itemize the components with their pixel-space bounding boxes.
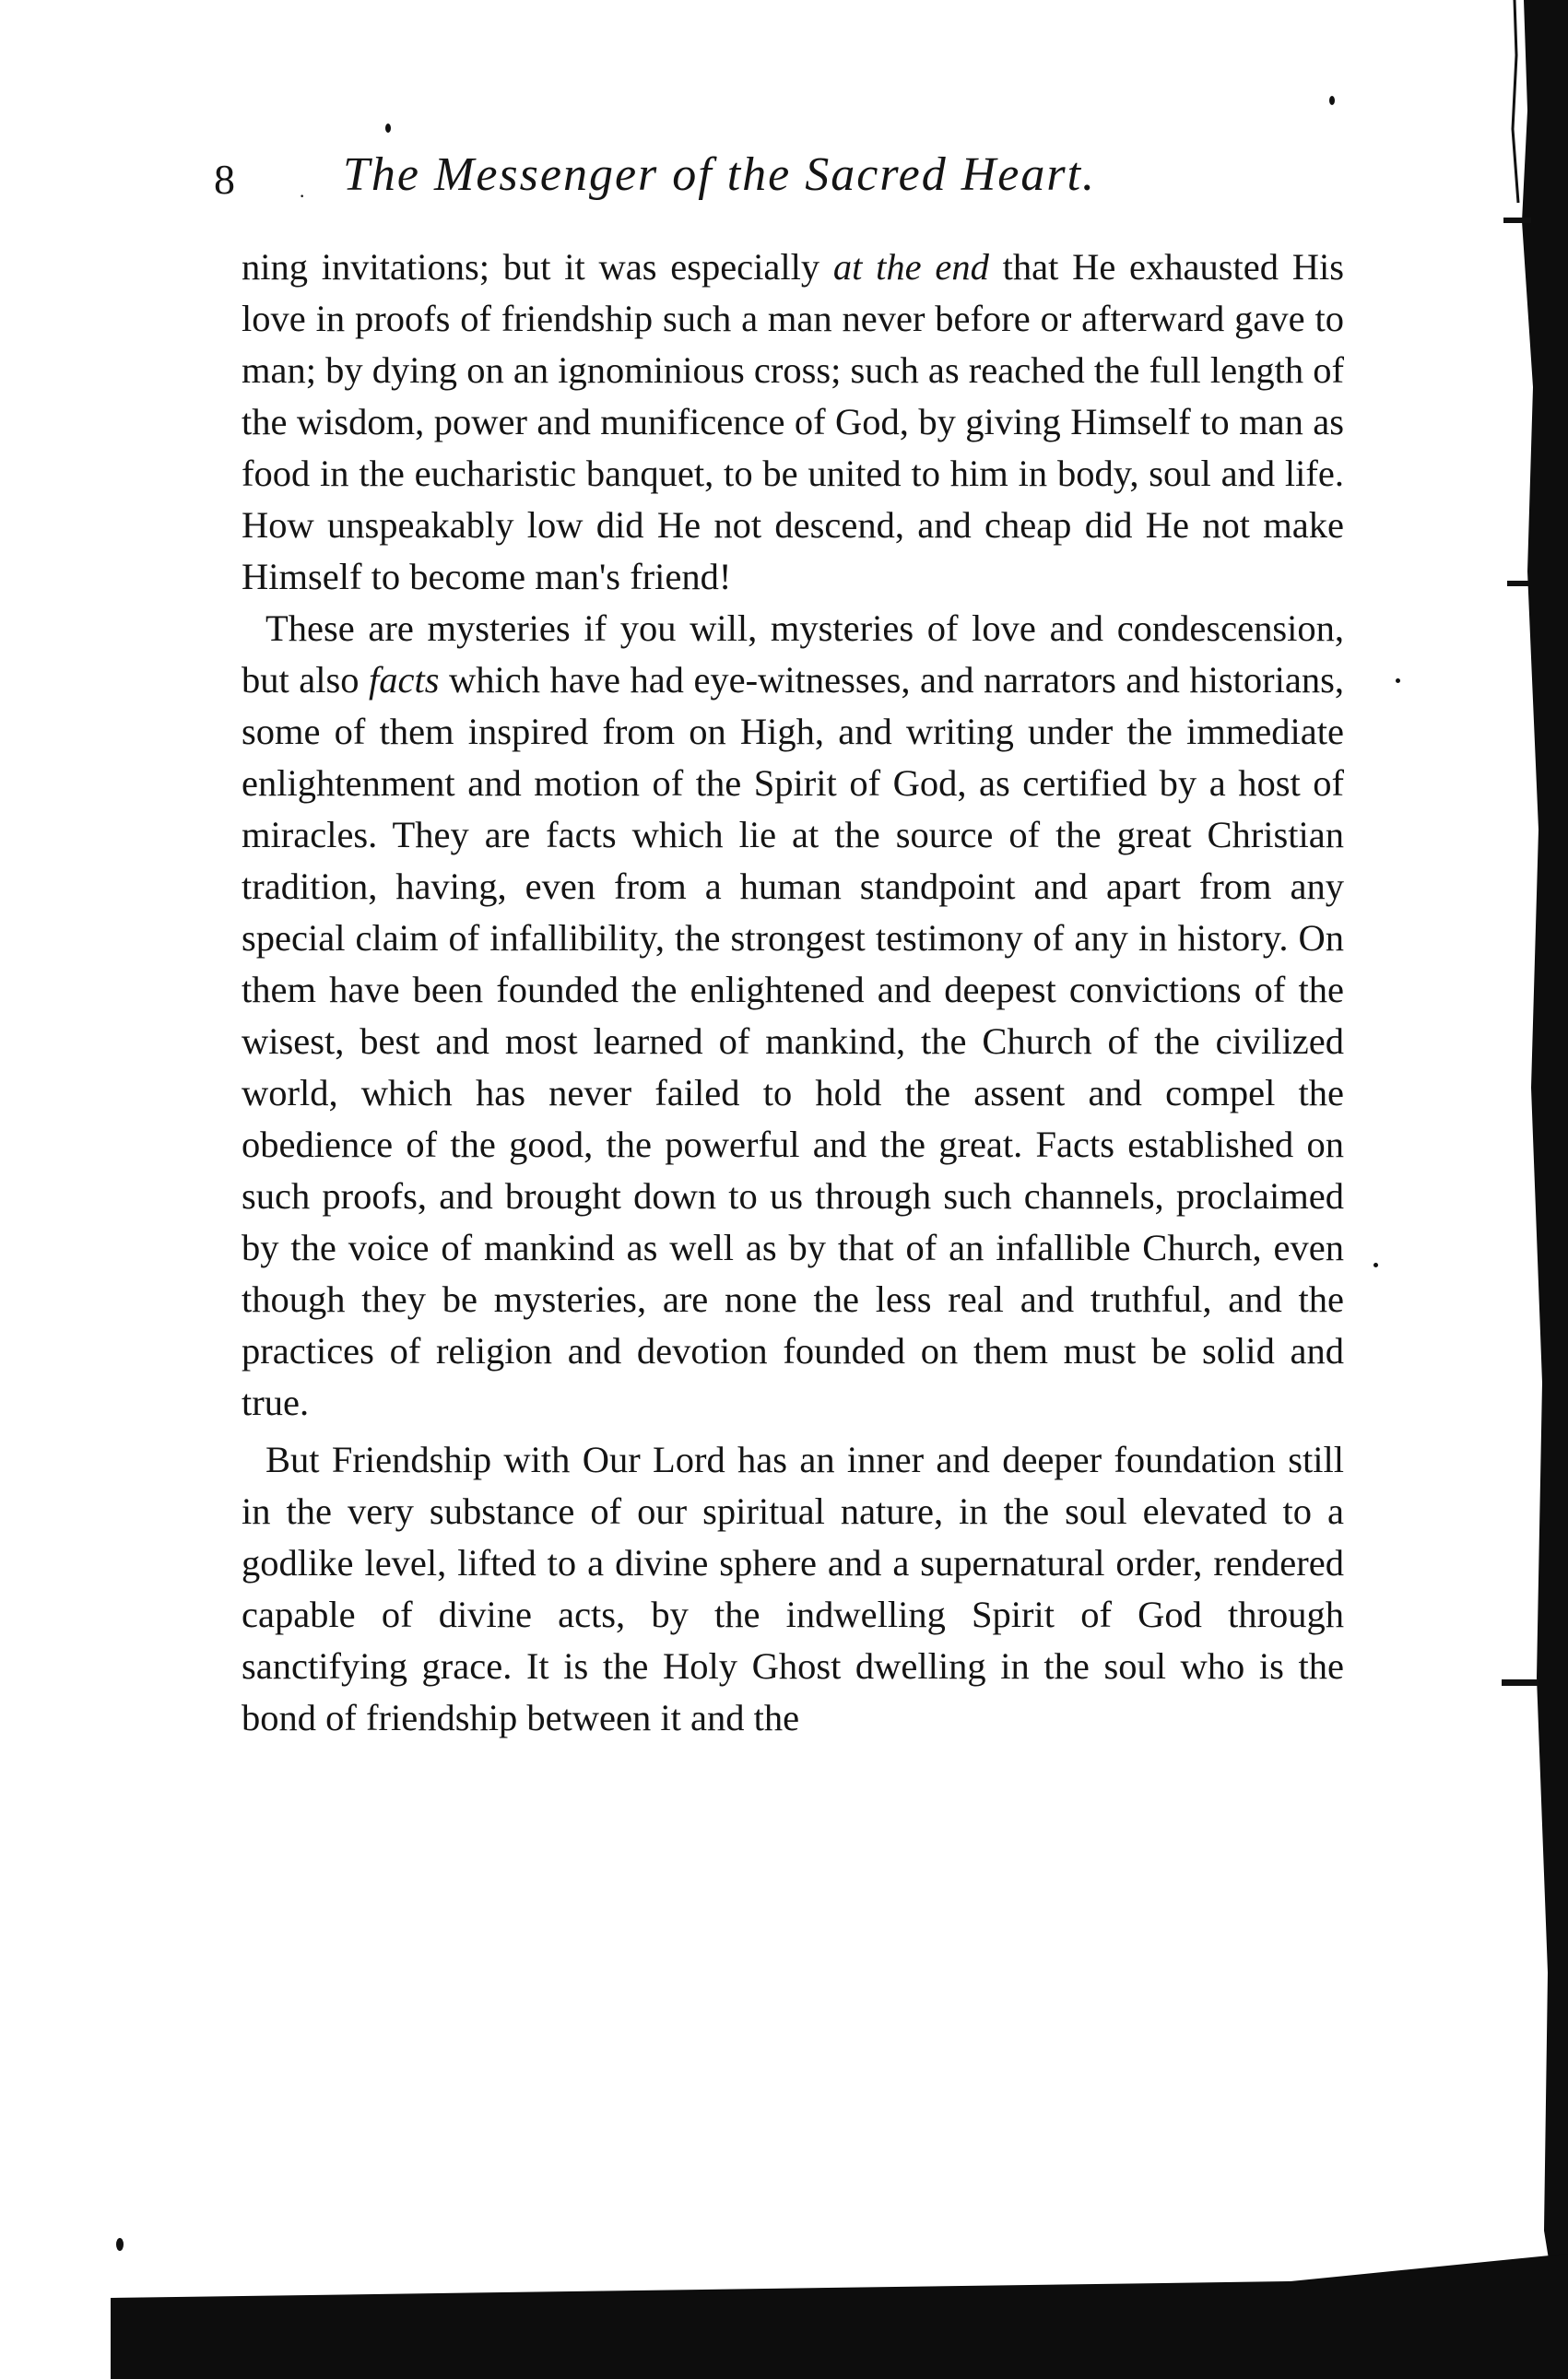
emphasized-text: facts: [369, 659, 440, 701]
header-separator-dot: ·: [299, 184, 306, 207]
paragraph-friendship: [242, 1434, 1344, 1744]
paragraph-facts: [242, 603, 1344, 1429]
page-number: 8: [214, 156, 235, 203]
body-text-run: These are mysteries if you will, mysteries of love and condescension, but also: [242, 607, 1344, 701]
scan-speck: [116, 2238, 124, 2251]
scan-speck: [1396, 678, 1400, 683]
scan-speck: [1373, 1263, 1378, 1267]
scan-edge-right: [1467, 0, 1568, 2379]
scan-edge-bottom: [0, 2254, 1568, 2379]
body-text-run: ning invitations; but it was especially: [242, 246, 833, 288]
running-head-title: The Messenger of the Sacred Heart.: [343, 148, 1097, 201]
emphasized-text: at the end: [832, 246, 989, 288]
scan-speck: [1329, 96, 1335, 105]
paragraph-continuation: [242, 241, 1344, 603]
body-text-run: that He exhausted His love in proofs of friendship such a man never before or afterward gave to man; by dying on an ignominious cross; such as reached the full length of the wisdom, power and munificence of God, by giving Himself to man as food in the eucharistic banquet, to be united to him in body, soul and life. How unspeakably low did He not descend, and cheap did He not make Himself to become man's friend!: [242, 246, 1344, 597]
running-header: [214, 147, 1283, 230]
page-body: [242, 241, 1344, 1744]
body-text-run: which have had eye-witnesses, and narrators and historians, some of them inspired from on High, and writing under the immediate enlightenment and motion of the Spirit of God, as certified by a host of miracles. They are facts which lie at the source of the great Christian tradition, having, even from a human standpoint and apart from any special claim of infallibility, the strongest testimony of any in history. On them have been founded the enlightened and deepest convictions of the wisest, best and most learned of mankind, the Church of the civilized world, which has never failed to hold the assent and compel the obedience of the good, the powerful and the great. Facts established on such proofs, and brought down to us through such channels, proclaimed by the voice of mankind as well as by that of an infallible Church, even though they be mysteries, are none the less real and truthful, and the practices of religion and devotion founded on them must be solid and true.: [242, 659, 1344, 1423]
body-text-run: But Friendship with Our Lord has an inner and deeper foundation still in the very substance of our spiritual nature, in the soul elevated to a godlike level, lifted to a divine sphere and a supernatural order, rendered capable of divine acts, by the indwelling Spirit of God through sanctifying grace. It is the Holy Ghost dwelling in the soul who is the bond of friendship between it and the: [242, 1439, 1344, 1738]
scan-speck: [385, 124, 391, 133]
